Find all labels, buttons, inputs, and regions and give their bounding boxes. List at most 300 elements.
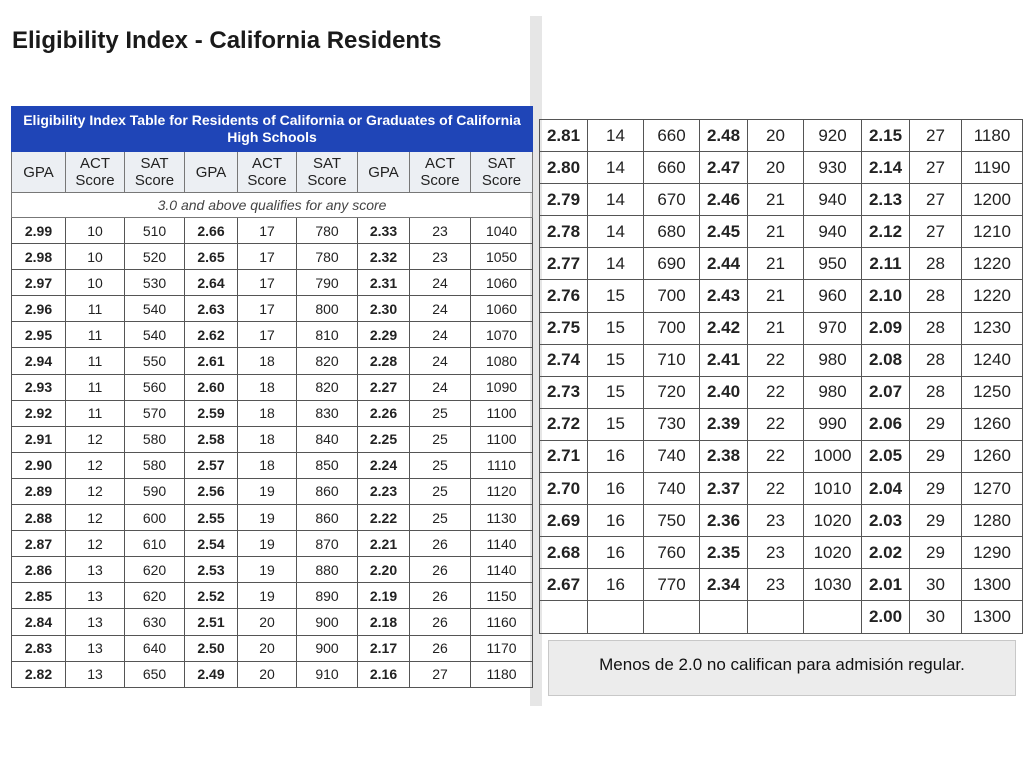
act-score-cell: 22 <box>748 376 804 408</box>
sat-score-cell: 800 <box>297 296 358 322</box>
gpa-cell: 2.40 <box>700 376 748 408</box>
sat-score-cell: 860 <box>297 478 358 504</box>
act-score-cell: 19 <box>238 478 297 504</box>
act-score-cell: 27 <box>910 184 962 216</box>
column-header: GPA <box>358 152 410 193</box>
gpa-cell: 2.55 <box>185 505 238 531</box>
sat-score-cell: 1000 <box>804 440 862 472</box>
sat-score-cell: 1020 <box>804 537 862 569</box>
act-score-cell: 25 <box>410 452 471 478</box>
table-row <box>12 218 533 244</box>
gpa-cell: 2.28 <box>358 348 410 374</box>
gpa-cell: 2.35 <box>700 537 748 569</box>
sat-score-cell: 1180 <box>962 120 1023 152</box>
act-score-cell: 27 <box>910 216 962 248</box>
sat-score-cell: 830 <box>297 400 358 426</box>
sat-score-cell: 850 <box>297 452 358 478</box>
qualification-note: 3.0 and above qualifies for any score <box>12 193 533 218</box>
gpa-cell: 2.27 <box>358 374 410 400</box>
gpa-cell: 2.94 <box>12 348 66 374</box>
gpa-cell: 2.86 <box>12 557 66 583</box>
sat-score-cell: 840 <box>297 426 358 452</box>
act-score-cell: 22 <box>748 440 804 472</box>
act-score-cell: 13 <box>66 557 125 583</box>
table-row <box>12 609 533 635</box>
page-title: Eligibility Index - California Residents <box>12 27 442 54</box>
gpa-cell: 2.50 <box>185 635 238 661</box>
act-score-cell: 26 <box>410 609 471 635</box>
gpa-cell: 2.70 <box>540 473 588 505</box>
gpa-cell: 2.69 <box>540 505 588 537</box>
table-row <box>12 296 533 322</box>
sat-score-cell: 900 <box>297 609 358 635</box>
sat-score-cell: 930 <box>804 152 862 184</box>
act-score-cell: 24 <box>410 270 471 296</box>
sat-score-cell: 1220 <box>962 280 1023 312</box>
sat-score-cell: 1240 <box>962 344 1023 376</box>
gpa-cell: 2.67 <box>540 569 588 601</box>
act-score-cell: 27 <box>910 120 962 152</box>
gpa-cell: 2.04 <box>862 473 910 505</box>
table-row <box>540 184 1023 216</box>
sat-score-cell: 1230 <box>962 312 1023 344</box>
gpa-cell: 2.92 <box>12 400 66 426</box>
gpa-cell: 2.30 <box>358 296 410 322</box>
column-header: SAT Score <box>471 152 533 193</box>
act-score-cell <box>588 601 644 633</box>
act-score-cell: 18 <box>238 348 297 374</box>
table-row <box>12 583 533 609</box>
table-banner: Eligibility Index Table for Residents of California or Graduates of California High Schools <box>12 107 533 152</box>
sat-score-cell: 980 <box>804 376 862 408</box>
gpa-cell: 2.96 <box>12 296 66 322</box>
table-body-left <box>12 218 533 688</box>
act-score-cell: 19 <box>238 583 297 609</box>
sat-score-cell: 980 <box>804 344 862 376</box>
sat-score-cell: 1130 <box>471 505 533 531</box>
sat-score-cell: 880 <box>297 557 358 583</box>
gpa-cell: 2.76 <box>540 280 588 312</box>
act-score-cell: 20 <box>238 609 297 635</box>
act-score-cell: 16 <box>588 505 644 537</box>
gpa-cell: 2.19 <box>358 583 410 609</box>
gpa-cell: 2.03 <box>862 505 910 537</box>
gpa-cell: 2.59 <box>185 400 238 426</box>
sat-score-cell: 1270 <box>962 473 1023 505</box>
sat-score-cell: 780 <box>297 244 358 270</box>
gpa-cell: 2.66 <box>185 218 238 244</box>
sat-score-cell: 970 <box>804 312 862 344</box>
act-score-cell: 11 <box>66 400 125 426</box>
act-score-cell: 27 <box>410 661 471 687</box>
table-row <box>540 505 1023 537</box>
act-score-cell: 28 <box>910 312 962 344</box>
act-score-cell: 23 <box>748 505 804 537</box>
gpa-cell: 2.90 <box>12 452 66 478</box>
gpa-cell: 2.81 <box>540 120 588 152</box>
sat-score-cell: 940 <box>804 216 862 248</box>
act-score-cell: 12 <box>66 478 125 504</box>
column-header: ACT Score <box>66 152 125 193</box>
table-row <box>12 426 533 452</box>
gpa-cell: 2.46 <box>700 184 748 216</box>
gpa-cell: 2.13 <box>862 184 910 216</box>
gpa-cell: 2.64 <box>185 270 238 296</box>
gpa-cell: 2.38 <box>700 440 748 472</box>
sat-score-cell: 1200 <box>962 184 1023 216</box>
sat-score-cell: 530 <box>125 270 185 296</box>
gpa-cell: 2.88 <box>12 505 66 531</box>
gpa-cell: 2.09 <box>862 312 910 344</box>
sat-score-cell: 1100 <box>471 400 533 426</box>
sat-score-cell: 900 <box>297 635 358 661</box>
sat-score-cell: 780 <box>297 218 358 244</box>
gpa-cell: 2.31 <box>358 270 410 296</box>
gpa-cell: 2.20 <box>358 557 410 583</box>
sat-score-cell: 890 <box>297 583 358 609</box>
act-score-cell: 17 <box>238 244 297 270</box>
sat-score-cell: 750 <box>644 505 700 537</box>
gpa-cell: 2.42 <box>700 312 748 344</box>
table-row <box>12 322 533 348</box>
sat-score-cell: 730 <box>644 408 700 440</box>
sat-score-cell: 640 <box>125 635 185 661</box>
act-score-cell: 14 <box>588 216 644 248</box>
act-score-cell: 25 <box>410 426 471 452</box>
sat-score-cell: 540 <box>125 322 185 348</box>
gpa-cell: 2.97 <box>12 270 66 296</box>
sat-score-cell: 960 <box>804 280 862 312</box>
sat-score-cell: 1220 <box>962 248 1023 280</box>
act-score-cell: 21 <box>748 184 804 216</box>
act-score-cell: 12 <box>66 505 125 531</box>
sat-score-cell <box>804 601 862 633</box>
sat-score-cell: 790 <box>297 270 358 296</box>
act-score-cell: 12 <box>66 531 125 557</box>
act-score-cell: 24 <box>410 374 471 400</box>
gpa-cell: 2.07 <box>862 376 910 408</box>
sat-score-cell: 1150 <box>471 583 533 609</box>
act-score-cell: 16 <box>588 440 644 472</box>
gpa-cell: 2.95 <box>12 322 66 348</box>
footnote-text: Menos de 2.0 no califican para admisión regular. <box>599 655 965 674</box>
table-row <box>12 505 533 531</box>
sat-score-cell: 710 <box>644 344 700 376</box>
sat-score-cell: 570 <box>125 400 185 426</box>
sat-score-cell: 590 <box>125 478 185 504</box>
act-score-cell: 11 <box>66 296 125 322</box>
act-score-cell: 23 <box>410 218 471 244</box>
act-score-cell: 15 <box>588 408 644 440</box>
act-score-cell: 11 <box>66 348 125 374</box>
gpa-cell: 2.89 <box>12 478 66 504</box>
sat-score-cell: 1070 <box>471 322 533 348</box>
gpa-cell: 2.82 <box>12 661 66 687</box>
gpa-cell <box>540 601 588 633</box>
gpa-cell: 2.16 <box>358 661 410 687</box>
gpa-cell: 2.52 <box>185 583 238 609</box>
act-score-cell: 21 <box>748 216 804 248</box>
sat-score-cell: 1160 <box>471 609 533 635</box>
sat-score-cell: 610 <box>125 531 185 557</box>
act-score-cell: 28 <box>910 376 962 408</box>
sat-score-cell: 1290 <box>962 537 1023 569</box>
table-row <box>12 635 533 661</box>
table-row <box>540 248 1023 280</box>
act-score-cell: 23 <box>748 537 804 569</box>
column-header: ACT Score <box>238 152 297 193</box>
act-score-cell: 15 <box>588 312 644 344</box>
gpa-cell: 2.29 <box>358 322 410 348</box>
act-score-cell: 20 <box>238 661 297 687</box>
table-row <box>12 270 533 296</box>
act-score-cell: 13 <box>66 661 125 687</box>
gpa-cell <box>700 601 748 633</box>
gpa-cell: 2.99 <box>12 218 66 244</box>
gpa-cell: 2.87 <box>12 531 66 557</box>
sat-score-cell: 630 <box>125 609 185 635</box>
sat-score-cell: 690 <box>644 248 700 280</box>
act-score-cell: 10 <box>66 270 125 296</box>
act-score-cell: 28 <box>910 344 962 376</box>
table-row <box>540 120 1023 152</box>
act-score-cell: 14 <box>588 120 644 152</box>
act-score-cell: 10 <box>66 244 125 270</box>
gpa-cell: 2.47 <box>700 152 748 184</box>
gpa-cell: 2.98 <box>12 244 66 270</box>
table-row <box>12 557 533 583</box>
sat-score-cell <box>644 601 700 633</box>
act-score-cell: 16 <box>588 473 644 505</box>
act-score-cell: 24 <box>410 348 471 374</box>
gpa-cell: 2.08 <box>862 344 910 376</box>
column-header: SAT Score <box>297 152 358 193</box>
act-score-cell: 25 <box>410 478 471 504</box>
gpa-cell: 2.41 <box>700 344 748 376</box>
gpa-cell: 2.63 <box>185 296 238 322</box>
act-score-cell: 22 <box>748 408 804 440</box>
act-score-cell: 29 <box>910 505 962 537</box>
table-row <box>540 376 1023 408</box>
gpa-cell: 2.68 <box>540 537 588 569</box>
sat-score-cell: 1180 <box>471 661 533 687</box>
gpa-cell: 2.25 <box>358 426 410 452</box>
gpa-cell: 2.85 <box>12 583 66 609</box>
sat-score-cell: 920 <box>804 120 862 152</box>
gpa-cell: 2.83 <box>12 635 66 661</box>
table-row <box>540 440 1023 472</box>
sat-score-cell: 910 <box>297 661 358 687</box>
gpa-cell: 2.18 <box>358 609 410 635</box>
gpa-cell: 2.53 <box>185 557 238 583</box>
column-header: GPA <box>12 152 66 193</box>
sat-score-cell: 1060 <box>471 270 533 296</box>
act-score-cell: 20 <box>748 152 804 184</box>
gpa-cell: 2.37 <box>700 473 748 505</box>
gpa-cell: 2.17 <box>358 635 410 661</box>
sat-score-cell: 1080 <box>471 348 533 374</box>
gpa-cell: 2.84 <box>12 609 66 635</box>
gpa-cell: 2.05 <box>862 440 910 472</box>
gpa-cell: 2.57 <box>185 452 238 478</box>
act-score-cell: 17 <box>238 322 297 348</box>
act-score-cell: 29 <box>910 537 962 569</box>
gpa-cell: 2.73 <box>540 376 588 408</box>
gpa-cell: 2.75 <box>540 312 588 344</box>
gpa-cell: 2.72 <box>540 408 588 440</box>
eligibility-table-right <box>539 119 1023 634</box>
act-score-cell: 25 <box>410 400 471 426</box>
sat-score-cell: 700 <box>644 280 700 312</box>
act-score-cell: 25 <box>410 505 471 531</box>
act-score-cell: 22 <box>748 344 804 376</box>
act-score-cell: 13 <box>66 583 125 609</box>
table-row <box>540 601 1023 633</box>
gpa-cell: 2.22 <box>358 505 410 531</box>
sat-score-cell: 1100 <box>471 426 533 452</box>
sat-score-cell: 720 <box>644 376 700 408</box>
sat-score-cell: 1040 <box>471 218 533 244</box>
gpa-cell: 2.21 <box>358 531 410 557</box>
table-row <box>540 280 1023 312</box>
act-score-cell: 13 <box>66 635 125 661</box>
act-score-cell: 17 <box>238 296 297 322</box>
act-score-cell: 28 <box>910 248 962 280</box>
sat-score-cell: 820 <box>297 348 358 374</box>
sat-score-cell: 1140 <box>471 557 533 583</box>
gpa-cell: 2.54 <box>185 531 238 557</box>
sat-score-cell: 1250 <box>962 376 1023 408</box>
table-row <box>12 661 533 687</box>
sat-score-cell: 1140 <box>471 531 533 557</box>
sat-score-cell: 1090 <box>471 374 533 400</box>
sat-score-cell: 1280 <box>962 505 1023 537</box>
sat-score-cell: 1050 <box>471 244 533 270</box>
sat-score-cell: 1170 <box>471 635 533 661</box>
gpa-cell: 2.77 <box>540 248 588 280</box>
sat-score-cell: 1260 <box>962 408 1023 440</box>
sat-score-cell: 550 <box>125 348 185 374</box>
gpa-cell: 2.43 <box>700 280 748 312</box>
table-body-right <box>540 120 1023 634</box>
act-score-cell: 16 <box>588 569 644 601</box>
column-header: ACT Score <box>410 152 471 193</box>
sat-score-cell: 740 <box>644 473 700 505</box>
act-score-cell: 18 <box>238 426 297 452</box>
gpa-cell: 2.02 <box>862 537 910 569</box>
sat-score-cell: 670 <box>644 184 700 216</box>
act-score-cell: 19 <box>238 505 297 531</box>
act-score-cell: 29 <box>910 473 962 505</box>
gpa-cell: 2.51 <box>185 609 238 635</box>
act-score-cell: 21 <box>748 280 804 312</box>
act-score-cell: 23 <box>748 569 804 601</box>
table-row <box>540 344 1023 376</box>
gpa-cell: 2.80 <box>540 152 588 184</box>
sat-score-cell: 1260 <box>962 440 1023 472</box>
table-row <box>540 152 1023 184</box>
table-row <box>12 374 533 400</box>
sat-score-cell: 580 <box>125 426 185 452</box>
gpa-cell: 2.74 <box>540 344 588 376</box>
gpa-cell: 2.79 <box>540 184 588 216</box>
gpa-cell: 2.93 <box>12 374 66 400</box>
sat-score-cell: 580 <box>125 452 185 478</box>
act-score-cell: 29 <box>910 440 962 472</box>
sat-score-cell: 950 <box>804 248 862 280</box>
gpa-cell: 2.01 <box>862 569 910 601</box>
gpa-cell: 2.49 <box>185 661 238 687</box>
act-score-cell: 17 <box>238 270 297 296</box>
act-score-cell: 11 <box>66 322 125 348</box>
gpa-cell: 2.58 <box>185 426 238 452</box>
sat-score-cell: 560 <box>125 374 185 400</box>
gpa-cell: 2.44 <box>700 248 748 280</box>
act-score-cell: 24 <box>410 296 471 322</box>
act-score-cell: 26 <box>410 635 471 661</box>
gpa-cell: 2.91 <box>12 426 66 452</box>
gpa-cell: 2.12 <box>862 216 910 248</box>
act-score-cell: 23 <box>410 244 471 270</box>
gpa-cell: 2.62 <box>185 322 238 348</box>
act-score-cell: 18 <box>238 452 297 478</box>
gpa-cell: 2.34 <box>700 569 748 601</box>
header-row <box>12 152 533 193</box>
sat-score-cell: 940 <box>804 184 862 216</box>
sat-score-cell: 600 <box>125 505 185 531</box>
act-score-cell: 21 <box>748 248 804 280</box>
sat-score-cell: 510 <box>125 218 185 244</box>
gpa-cell: 2.24 <box>358 452 410 478</box>
act-score-cell: 27 <box>910 152 962 184</box>
act-score-cell: 12 <box>66 452 125 478</box>
sat-score-cell: 1210 <box>962 216 1023 248</box>
act-score-cell: 26 <box>410 531 471 557</box>
gpa-cell: 2.36 <box>700 505 748 537</box>
act-score-cell: 26 <box>410 583 471 609</box>
sat-score-cell: 680 <box>644 216 700 248</box>
act-score-cell: 15 <box>588 280 644 312</box>
sat-score-cell: 870 <box>297 531 358 557</box>
sat-score-cell: 1300 <box>962 569 1023 601</box>
sat-score-cell: 810 <box>297 322 358 348</box>
sat-score-cell: 1010 <box>804 473 862 505</box>
act-score-cell: 14 <box>588 152 644 184</box>
table-row <box>12 244 533 270</box>
act-score-cell: 16 <box>588 537 644 569</box>
sat-score-cell: 820 <box>297 374 358 400</box>
act-score-cell: 30 <box>910 601 962 633</box>
sat-score-cell: 1120 <box>471 478 533 504</box>
act-score-cell: 19 <box>238 531 297 557</box>
gpa-cell: 2.10 <box>862 280 910 312</box>
sat-score-cell: 760 <box>644 537 700 569</box>
act-score-cell: 30 <box>910 569 962 601</box>
gpa-cell: 2.06 <box>862 408 910 440</box>
gpa-cell: 2.61 <box>185 348 238 374</box>
table-row <box>540 408 1023 440</box>
act-score-cell: 18 <box>238 374 297 400</box>
column-header: GPA <box>185 152 238 193</box>
gpa-cell: 2.14 <box>862 152 910 184</box>
act-score-cell: 26 <box>410 557 471 583</box>
sat-score-cell: 990 <box>804 408 862 440</box>
table-row <box>12 452 533 478</box>
sat-score-cell: 740 <box>644 440 700 472</box>
gpa-cell: 2.56 <box>185 478 238 504</box>
act-score-cell: 10 <box>66 218 125 244</box>
gpa-cell: 2.71 <box>540 440 588 472</box>
